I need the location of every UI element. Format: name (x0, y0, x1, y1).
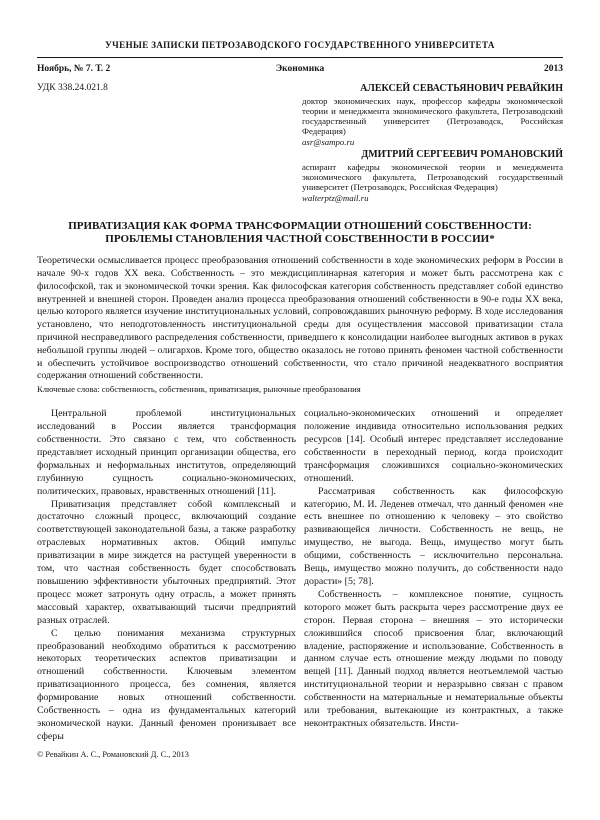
issue-header-row (37, 64, 563, 74)
author-affiliation: доктор экономических наук, профессор кафедры экономической теории и менеджмента экономического факультета, Петрозаводский государственный университет (Петрозаводск, Российская Федерация) (302, 95, 563, 137)
author-block-2 (302, 149, 563, 203)
header-rule (37, 57, 563, 58)
authors-block (302, 83, 563, 203)
meta-row (37, 83, 563, 203)
body-paragraph: Собственность – комплексное понятие, сущность которого может быть раскрыта через рассмотрение двух ее сторон. Первая сторона – внешняя – это исторически сложившийся способ присвоения благ, включающий владение, распоряжение и использование. Собственность в данном случае есть отношение между людьми по поводу вещей [11]. Данный подход является неотъемлемой частью институциональной теории и неразрывно связан с правом собственности на материальные и нематериальные объекты или требования, вытекающие из контрактных, а также неконтрактных обязательств. Инсти- (304, 588, 563, 729)
author-email: asr@sampo.ru (302, 136, 355, 147)
section-label: Экономика (275, 64, 325, 74)
author-affiliation: аспирант кафедры экономической теории и менеджмента экономического факультета, Петрозаводский государственный университет (Петрозаводск, Российская Федерация) (302, 161, 563, 193)
body-columns (37, 408, 563, 759)
year-label: 2013 (544, 64, 563, 74)
right-column (304, 408, 563, 759)
left-column (37, 408, 296, 759)
body-paragraph: социально-экономических отношений и определяет положение индивида относительно использования редких ресурсов [14]. Особый интерес представляет исследование собственности в переходный период, когда происходит трансформация сложившихся социально-экономических отношений. (304, 408, 563, 484)
author-email: walterptz@mail.ru (302, 192, 369, 203)
abstract-text: Теоретически осмысливается процесс преобразования отношений собственности в ходе экономических реформ в России в начале 90-х годов XX века. Собственность – это междисциплинарная категория и может быть рассмотрена как с философской, так и экономической точки зрения. Как философская категория собственность представляет собой единство внутренней и внешней сторон. Проведен анализ процесса преобразования отношений собственности в 90-е годы XX века, целью которого является изучение институциональных условий, сопровождавших рыночную реформу. В ходе исследования установлено, что неподготовленность институциональной среды для осуществления массовой приватизации стала причиной несправедливого распределения собственности, приведшего к консолидации наиболее выгодных активов в руках небольшой группы людей – олигархов. Кроме того, общество оказалось не готово принять феномен частной собственности и обеспечить устойчивое воспроизводство отношений собственности, что стало причиной неадекватного восприятия содержания отношений собственности. (37, 255, 563, 382)
body-paragraph: С целью понимания механизма структурных преобразований необходимо обратиться к рассмотрению некоторых теоретических аспектов приватизации и отношений собственности. Ключевым элементом приватизационного процесса, без сомнения, является формирование новых отношений собственности. Собственность – одна из фундаментальных категорий экономической науки. Данный феномен пронизывает все сферы (37, 627, 296, 742)
body-paragraph: Рассматривая собственность как философскую категорию, М. И. Леденев отмечал, что данный феномен «не есть внешнее по отношению к человеку – это свойство развивающейся личности. Собственность не вещь, не имущество, не выгода. Вещь, имущество могут быть общими, собственность – исключительно персональна. Вещь, имущество можно получить, до собственности надо дорасти» [5; 78]. (304, 485, 563, 588)
author-name: АЛЕКСЕЙ СЕВАСТЬЯНОВИЧ РЕВАЙКИН (360, 83, 563, 94)
udk-label: УДК 338.24.021.8 (37, 83, 108, 93)
body-paragraph: Приватизация представляет собой комплексный и достаточно сложный процесс, включающий создание соответствующей законодательной базы, а также разработку отраслевых нормативных актов. Общий импульс приватизации в мире зиждется на растущей уверенности в том, что частная собственность будет способствовать повышению эффективности убыточных предприятий. Этот процесс может затронуть одну отрасль, а может принять массовый характер, охватывающий тысячи предприятий разных отраслей. (37, 498, 296, 626)
keywords-line: Ключевые слова: собственность, собственник, приватизация, рыночные преобразования (37, 384, 361, 395)
article-title: ПРИВАТИЗАЦИЯ КАК ФОРМА ТРАНСФОРМАЦИИ ОТНОШЕНИЙ СОБСТВЕННОСТИ: ПРОБЛЕМЫ СТАНОВЛЕНИЯ ЧАСТНОЙ СОБСТВЕННОСТИ В РОССИИ* (68, 220, 532, 245)
body-paragraph: Центральной проблемой институциональных исследований в России является трансформация собственности. Это связано с тем, что собственность представляет исходный принцип организации общества, его формальных и неформальных институтов, определяющий глубинную сущность социально-экономических, политических, правовых, нравственных отношений [11]. (37, 408, 296, 497)
author-block-1 (302, 83, 563, 147)
copyright-note: © Ревайкин А. С., Романовский Д. С., 2013 (37, 749, 189, 759)
author-name: ДМИТРИЙ СЕРГЕЕВИЧ РОМАНОВСКИЙ (361, 149, 563, 161)
journal-banner: УЧЕНЫЕ ЗАПИСКИ ПЕТРОЗАВОДСКОГО ГОСУДАРСТВЕННОГО УНИВЕРСИТЕТА (105, 40, 495, 50)
issue-label: Ноябрь, № 7. Т. 2 (37, 64, 111, 74)
